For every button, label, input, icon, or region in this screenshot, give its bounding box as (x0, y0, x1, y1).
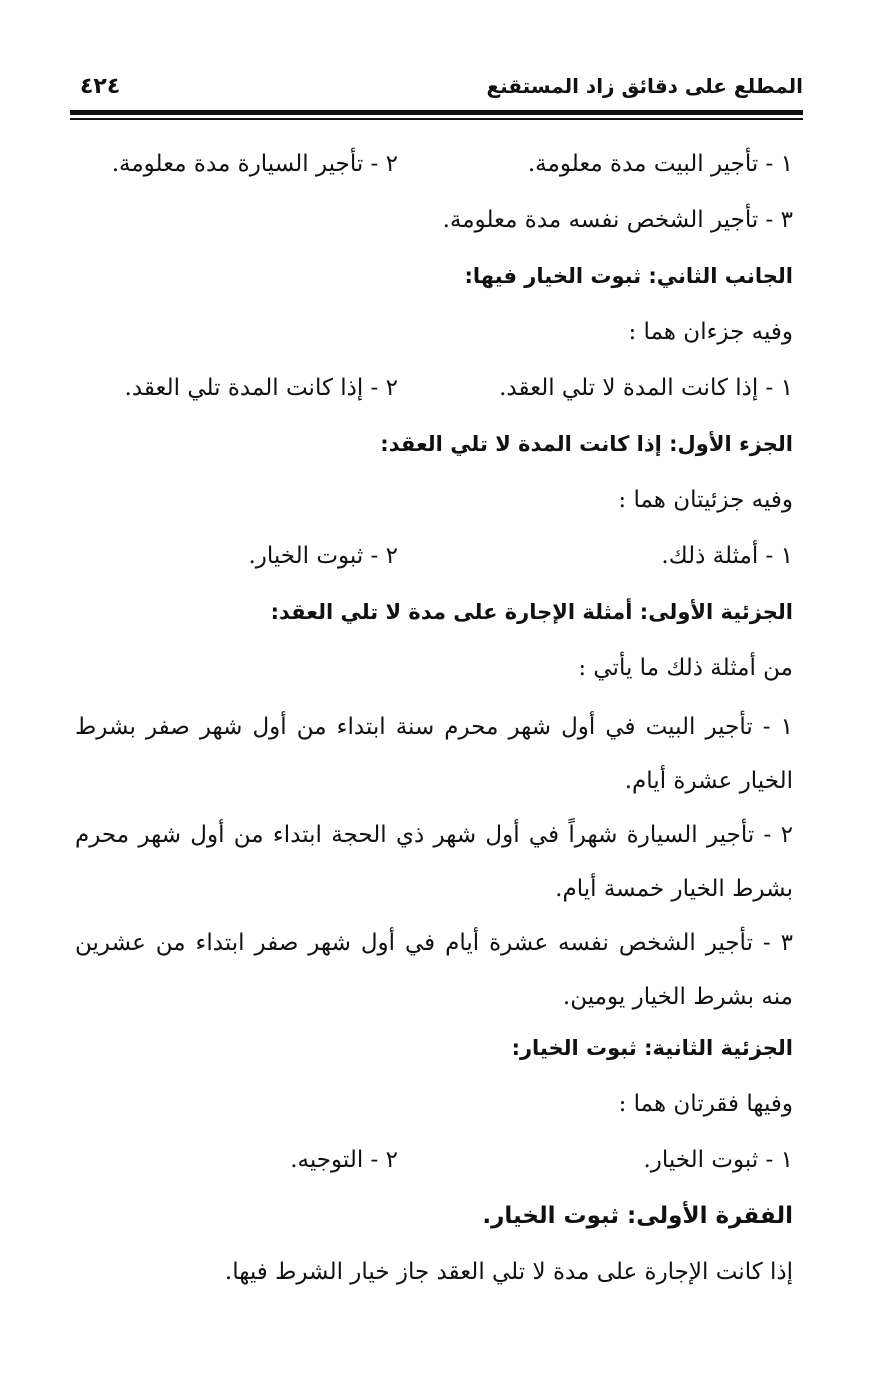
body-text (75, 140, 793, 1304)
list-item: ١ - أمثلة ذلك. (661, 543, 793, 569)
list-item: ١ - ثبوت الخيار. (643, 1147, 793, 1173)
section-heading: الجانب الثاني: ثبوت الخيار فيها: (464, 264, 793, 288)
section-heading: الجزئية الثانية: ثبوت الخيار: (511, 1036, 793, 1060)
paragraph: إذا كانت الإجارة على مدة لا تلي العقد جاز خيار الشرط فيها. (224, 1259, 793, 1285)
header-rule-thin (70, 118, 803, 120)
list-item: ١ - إذا كانت المدة لا تلي العقد. (499, 375, 793, 401)
paragraph: ١ - تأجير البيت في أول شهر محرم سنة ابتداء من أول شهر صفر بشرط الخيار عشرة أيام. (75, 714, 793, 794)
list-item-pair (75, 1136, 793, 1192)
header-rule-thick (70, 110, 803, 115)
paragraph: ٣ - تأجير الشخص نفسه عشرة أيام في أول شهر صفر ابتداء من عشرين منه بشرط الخيار يومين. (75, 930, 793, 1010)
section-heading: الجزئية الأولى: أمثلة الإجارة على مدة لا تلي العقد: (270, 600, 793, 624)
paragraph: وفيه جزءان هما : (628, 319, 793, 345)
list-item: ٢ - إذا كانت المدة تلي العقد. (124, 375, 398, 401)
list-item-pair (75, 140, 793, 196)
list-item-pair (75, 532, 793, 588)
paragraph: وفيها فقرتان هما : (618, 1091, 793, 1117)
section-heading: الفقرة الأولى: ثبوت الخيار. (482, 1203, 793, 1229)
list-item: ٣ - تأجير الشخص نفسه مدة معلومة. (442, 207, 793, 233)
section-heading: الجزء الأول: إذا كانت المدة لا تلي العقد: (380, 432, 793, 456)
page-number: ٤٢٤ (80, 74, 121, 99)
list-item-pair (75, 364, 793, 420)
paragraph: وفيه جزئيتان هما : (618, 487, 793, 513)
list-item: ١ - تأجير البيت مدة معلومة. (527, 151, 793, 177)
paragraph: ٢ - تأجير السيارة شهراً في أول شهر ذي الحجة ابتداء من أول شهر محرم بشرط الخيار خمسة أيام. (75, 822, 793, 902)
running-title: المطلع على دقائق زاد المستقنع (486, 74, 803, 98)
list-item: ٢ - التوجيه. (290, 1147, 398, 1173)
paragraph: من أمثلة ذلك ما يأتي : (578, 655, 793, 681)
list-item: ٢ - تأجير السيارة مدة معلومة. (111, 151, 398, 177)
page-header (70, 74, 803, 102)
list-item: ٢ - ثبوت الخيار. (248, 543, 398, 569)
